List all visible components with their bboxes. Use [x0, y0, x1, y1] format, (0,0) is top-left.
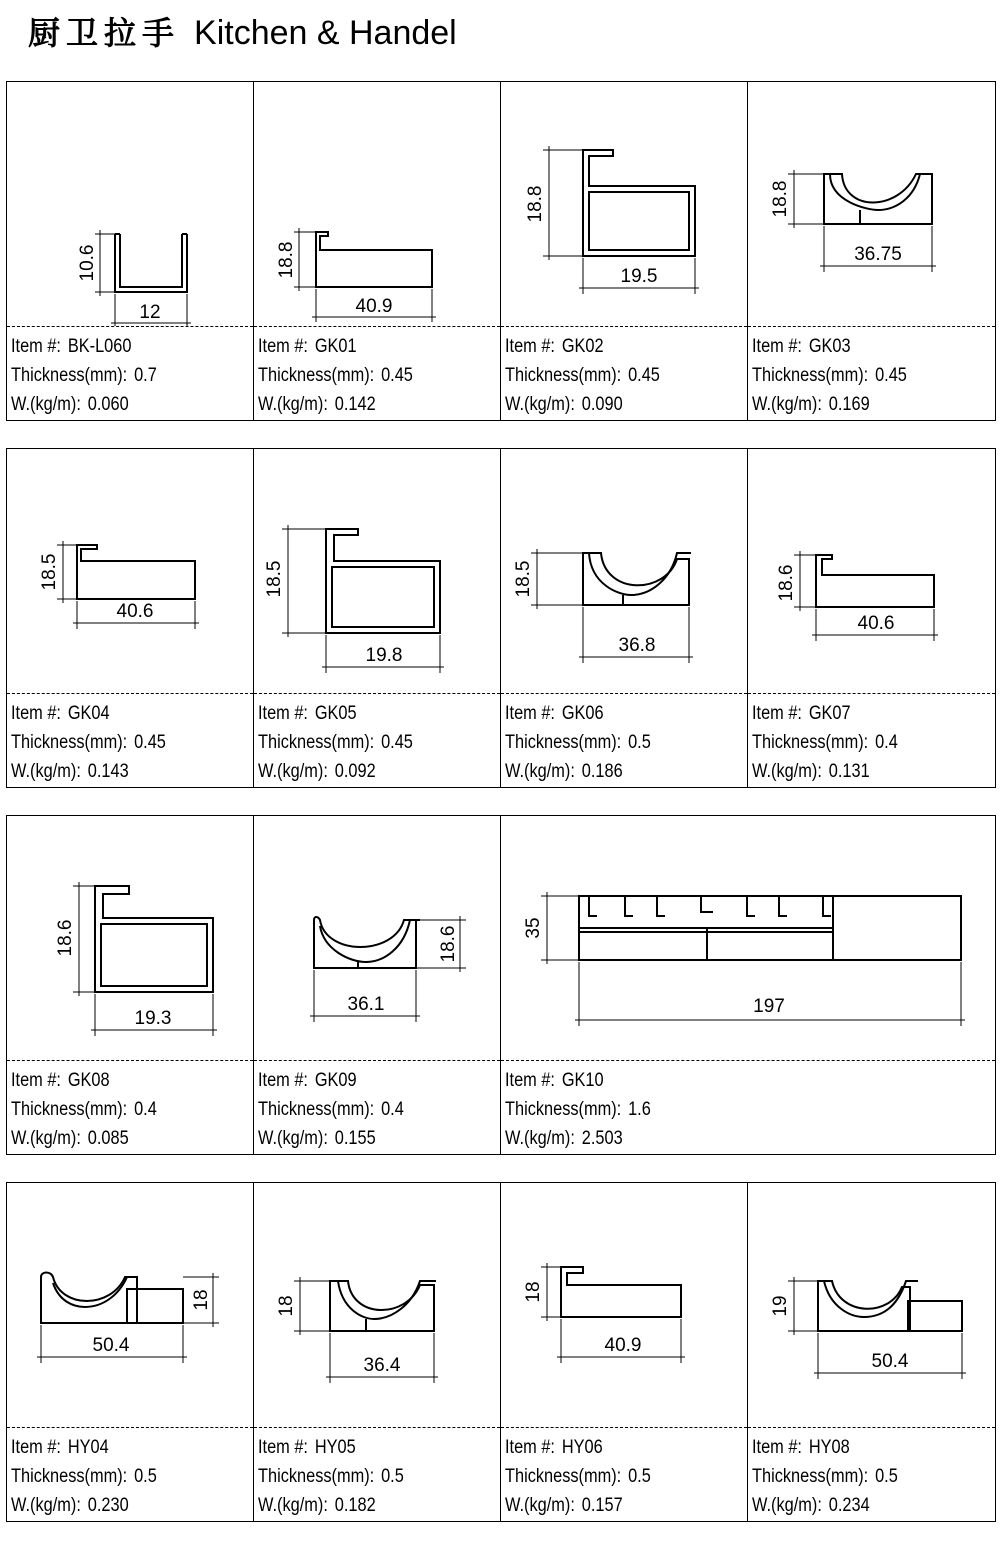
profile-drawing: [254, 816, 500, 1060]
weight-label: W.(kg/m):: [258, 1128, 328, 1149]
weight-label: W.(kg/m):: [11, 1495, 81, 1516]
product-card: [7, 449, 254, 787]
page-title: [28, 8, 457, 52]
item-label: Item #:: [258, 1070, 308, 1091]
item-number: HY04: [67, 1437, 109, 1458]
product-card: [748, 449, 995, 787]
dim-width: 50.4: [871, 1351, 909, 1372]
item-label: Item #:: [505, 1070, 555, 1091]
weight-value: 0.085: [87, 1128, 129, 1149]
item-number: GK10: [561, 1070, 604, 1091]
product-card: [254, 449, 501, 787]
item-label: Item #:: [505, 703, 555, 724]
spec-list: [258, 1066, 463, 1153]
dim-width: 197: [753, 996, 785, 1017]
dim-height: 18.5: [513, 560, 534, 598]
dim-height: 18: [191, 1289, 212, 1311]
item-label: Item #:: [505, 336, 555, 357]
thickness-value: 0.4: [134, 1099, 157, 1120]
dim-height: 18.8: [276, 241, 297, 279]
title-chinese: 厨卫拉手: [28, 14, 181, 52]
weight-value: 0.157: [581, 1495, 623, 1516]
weight-value: 0.060: [87, 394, 129, 415]
profile-drawing: [7, 449, 253, 693]
product-card: [254, 816, 501, 1154]
thickness-label: Thickness(mm):: [11, 1466, 128, 1487]
thickness-label: Thickness(mm):: [505, 732, 622, 753]
weight-label: W.(kg/m):: [752, 394, 822, 415]
spec-list: [258, 332, 463, 419]
weight-value: 0.143: [87, 761, 129, 782]
divider: [254, 1060, 500, 1061]
profile-drawing: [748, 449, 994, 693]
thickness-value: 0.4: [875, 732, 898, 753]
item-number: GK04: [67, 703, 110, 724]
dim-width: 40.9: [604, 1335, 642, 1356]
dim-height: 18.5: [39, 553, 60, 591]
divider: [748, 693, 995, 694]
weight-value: 0.169: [828, 394, 870, 415]
product-card: [254, 1183, 501, 1521]
thickness-label: Thickness(mm):: [258, 365, 375, 386]
weight-label: W.(kg/m):: [258, 761, 328, 782]
item-label: Item #:: [258, 703, 308, 724]
item-label: Item #:: [258, 336, 308, 357]
thickness-value: 1.6: [628, 1099, 651, 1120]
product-card: [501, 449, 748, 787]
weight-value: 0.092: [334, 761, 376, 782]
divider: [7, 326, 253, 327]
thickness-label: Thickness(mm):: [752, 1466, 869, 1487]
weight-label: W.(kg/m):: [258, 394, 328, 415]
profile-drawing: [7, 816, 253, 1060]
spec-list: [505, 1066, 923, 1153]
thickness-label: Thickness(mm):: [11, 1099, 128, 1120]
divider: [501, 693, 747, 694]
item-number: GK02: [561, 336, 604, 357]
thickness-value: 0.5: [134, 1466, 157, 1487]
weight-label: W.(kg/m):: [505, 761, 575, 782]
dim-width: 36.8: [618, 635, 656, 656]
dim-height: 35: [523, 917, 544, 939]
item-label: Item #:: [752, 1437, 802, 1458]
profile-drawing: [254, 1183, 500, 1427]
dim-height: 18.6: [55, 919, 76, 957]
spec-list: [258, 699, 463, 786]
thickness-label: Thickness(mm):: [505, 1099, 622, 1120]
profile-drawing: [501, 449, 747, 693]
item-number: GK01: [314, 336, 357, 357]
item-number: HY06: [561, 1437, 603, 1458]
profile-drawing: [254, 449, 500, 693]
weight-value: 0.142: [334, 394, 376, 415]
weight-label: W.(kg/m):: [11, 394, 81, 415]
profile-drawing: [748, 82, 994, 326]
thickness-value: 0.45: [628, 365, 660, 386]
divider: [748, 326, 995, 327]
product-card: [501, 1183, 748, 1521]
thickness-label: Thickness(mm):: [258, 1466, 375, 1487]
dim-height: 18.5: [264, 560, 285, 598]
thickness-label: Thickness(mm):: [11, 365, 128, 386]
thickness-label: Thickness(mm):: [752, 365, 869, 386]
dim-width: 40.6: [857, 613, 895, 634]
thickness-value: 0.5: [628, 1466, 651, 1487]
spec-list: [505, 332, 710, 419]
item-label: Item #:: [11, 1437, 61, 1458]
weight-value: 0.182: [334, 1495, 376, 1516]
product-card: [7, 1183, 254, 1521]
title-english: Kitchen & Handel: [194, 14, 457, 52]
item-label: Item #:: [11, 1070, 61, 1091]
weight-label: W.(kg/m):: [752, 761, 822, 782]
item-number: HY05: [314, 1437, 356, 1458]
item-label: Item #:: [11, 703, 61, 724]
spec-list: [505, 1433, 710, 1520]
dim-height: 18.8: [770, 180, 791, 218]
thickness-value: 0.45: [381, 732, 413, 753]
dim-width: 36.75: [854, 244, 902, 265]
thickness-label: Thickness(mm):: [11, 732, 128, 753]
divider: [254, 1427, 500, 1428]
divider: [254, 693, 500, 694]
spec-list: [11, 699, 216, 786]
profile-drawing: [501, 816, 994, 1060]
thickness-value: 0.5: [628, 732, 651, 753]
dim-height: 18: [523, 1281, 544, 1303]
product-row: [6, 815, 996, 1155]
dim-width: 19.5: [620, 266, 658, 287]
dim-width: 40.6: [116, 601, 154, 622]
weight-value: 0.186: [581, 761, 623, 782]
product-row: [6, 448, 996, 788]
spec-list: [752, 1433, 958, 1520]
weight-label: W.(kg/m):: [11, 761, 81, 782]
product-row: [6, 81, 996, 421]
profile-drawing: [7, 1183, 253, 1427]
dim-width: 12: [139, 302, 161, 323]
weight-label: W.(kg/m):: [752, 1495, 822, 1516]
product-row: [6, 1182, 996, 1522]
spec-list: [752, 699, 958, 786]
spec-list: [11, 332, 216, 419]
spec-list: [752, 332, 958, 419]
product-card: [501, 816, 995, 1154]
dim-width: 19.3: [134, 1008, 172, 1029]
divider: [501, 1060, 995, 1061]
item-number: GK03: [808, 336, 851, 357]
thickness-value: 0.45: [134, 732, 166, 753]
item-number: GK08: [67, 1070, 110, 1091]
divider: [7, 693, 253, 694]
dim-width: 19.8: [365, 645, 403, 666]
divider: [254, 326, 500, 327]
divider: [501, 326, 747, 327]
product-card: [7, 816, 254, 1154]
divider: [748, 1427, 995, 1428]
thickness-label: Thickness(mm):: [505, 1466, 622, 1487]
weight-label: W.(kg/m):: [258, 1495, 328, 1516]
product-card: [748, 82, 995, 420]
item-label: Item #:: [258, 1437, 308, 1458]
profile-drawing: [748, 1183, 994, 1427]
spec-list: [11, 1066, 216, 1153]
product-card: [7, 82, 254, 420]
weight-value: 0.234: [828, 1495, 870, 1516]
dim-height: 18.6: [438, 925, 459, 963]
thickness-value: 0.5: [381, 1466, 404, 1487]
dim-height: 18: [276, 1295, 297, 1317]
item-label: Item #:: [505, 1437, 555, 1458]
item-number: BK-L060: [67, 336, 132, 357]
spec-list: [505, 699, 710, 786]
divider: [7, 1427, 253, 1428]
dim-height: 10.6: [77, 244, 98, 282]
profile-drawing: [501, 1183, 747, 1427]
weight-value: 0.230: [87, 1495, 129, 1516]
weight-value: 2.503: [581, 1128, 623, 1149]
item-label: Item #:: [11, 336, 61, 357]
product-card: [254, 82, 501, 420]
dim-width: 40.9: [355, 296, 393, 317]
divider: [501, 1427, 747, 1428]
thickness-label: Thickness(mm):: [505, 365, 622, 386]
thickness-value: 0.7: [134, 365, 157, 386]
item-label: Item #:: [752, 336, 802, 357]
weight-label: W.(kg/m):: [505, 1495, 575, 1516]
thickness-value: 0.4: [381, 1099, 404, 1120]
thickness-value: 0.5: [875, 1466, 898, 1487]
thickness-value: 0.45: [381, 365, 413, 386]
item-number: GK07: [808, 703, 851, 724]
weight-value: 0.090: [581, 394, 623, 415]
spec-list: [258, 1433, 463, 1520]
weight-value: 0.155: [334, 1128, 376, 1149]
weight-label: W.(kg/m):: [505, 1128, 575, 1149]
weight-label: W.(kg/m):: [505, 394, 575, 415]
profile-drawing: [254, 82, 500, 326]
thickness-label: Thickness(mm):: [258, 1099, 375, 1120]
profile-drawing: [7, 82, 253, 326]
item-number: GK09: [314, 1070, 357, 1091]
item-number: GK06: [561, 703, 604, 724]
item-number: HY08: [808, 1437, 850, 1458]
spec-list: [11, 1433, 216, 1520]
dim-width: 50.4: [92, 1335, 130, 1356]
dim-width: 36.4: [363, 1355, 401, 1376]
divider: [7, 1060, 253, 1061]
thickness-label: Thickness(mm):: [258, 732, 375, 753]
dim-height: 18.8: [525, 185, 546, 223]
product-card: [501, 82, 748, 420]
dim-width: 36.1: [347, 994, 385, 1015]
weight-label: W.(kg/m):: [11, 1128, 81, 1149]
thickness-label: Thickness(mm):: [752, 732, 869, 753]
profile-drawing: [501, 82, 747, 326]
item-number: GK05: [314, 703, 357, 724]
product-card: [748, 1183, 995, 1521]
dim-height: 18.6: [776, 564, 797, 602]
item-label: Item #:: [752, 703, 802, 724]
weight-value: 0.131: [828, 761, 870, 782]
thickness-value: 0.45: [875, 365, 907, 386]
dim-height: 19: [770, 1295, 791, 1317]
